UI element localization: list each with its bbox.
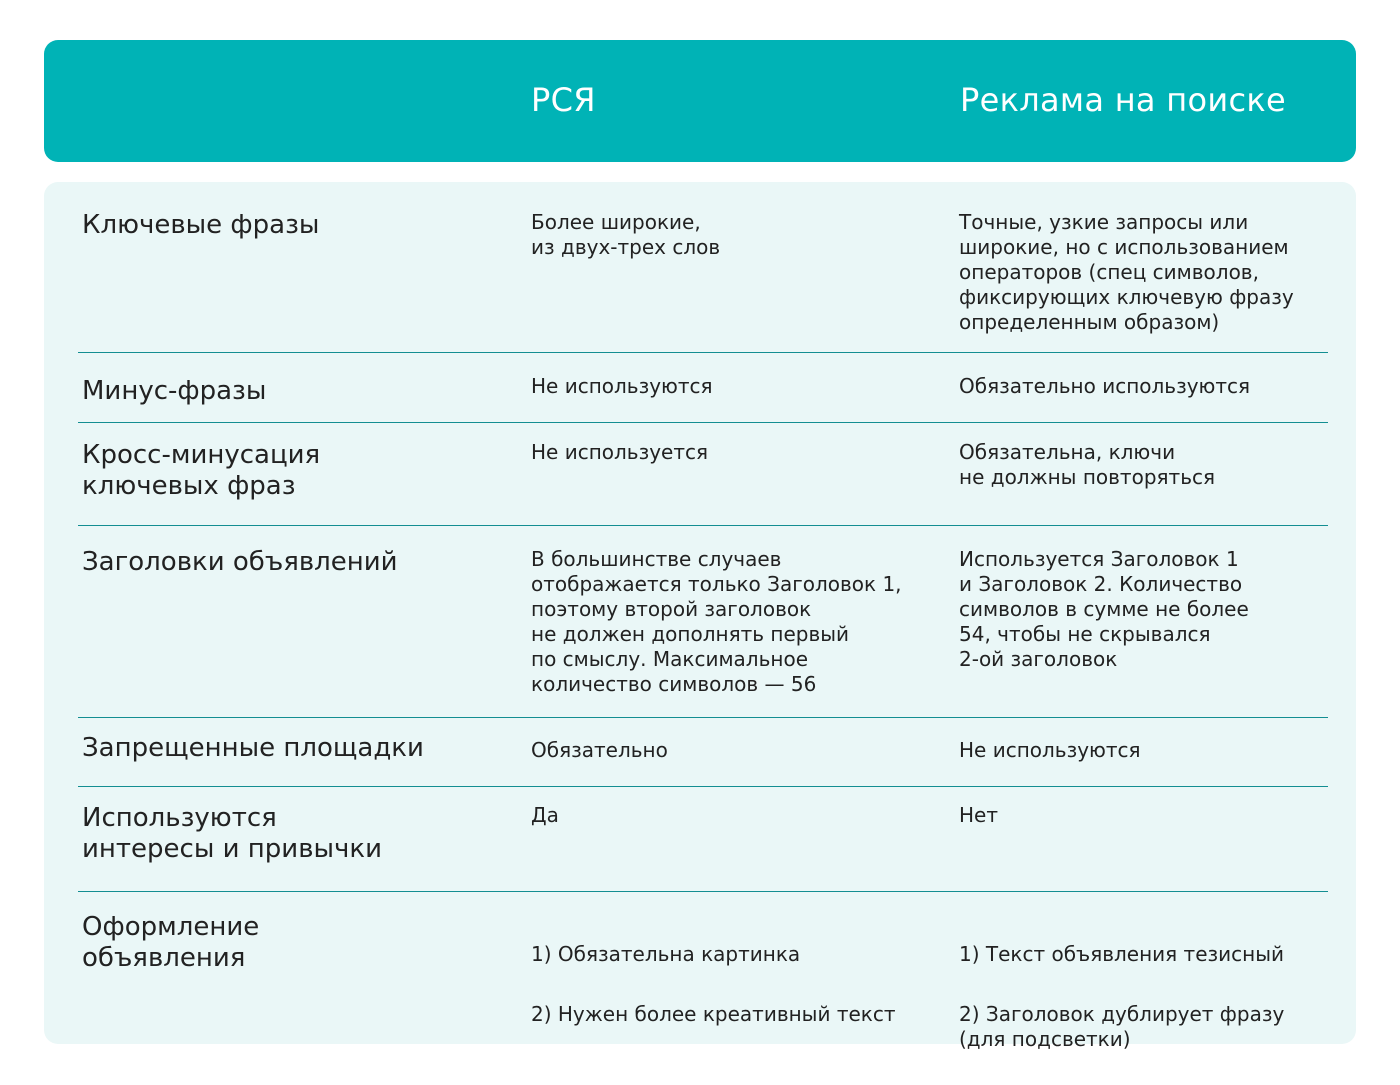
row-label-keywords: Ключевые фразы [82,210,320,240]
cell-interests-rsya: Да [531,803,559,827]
cell-minus-phrases-search: Обязательно используются [959,374,1251,398]
cell-interests-search: Нет [959,803,998,827]
row-divider [78,525,1328,526]
list-item: 2) Заголовок дублирует фразу (для подсветки) [959,1002,1285,1051]
row-label-interests: Используются интересы и привычки [82,803,383,864]
cell-cross-minus-search: Обязательна, ключи не должны повторяться [959,440,1216,489]
row-label-cross-minus: Кросс-минусация ключевых фраз [82,440,321,501]
cell-ad-design-rsya [531,917,931,1052]
row-label-ad-headlines: Заголовки объявлений [82,547,398,577]
cell-keywords-search: Точные, узкие запросы или широкие, но с использованием операторов (спец символов, фиксирующих ключевую фразу определенным образом) [959,210,1294,334]
row-divider [78,786,1328,787]
cell-keywords-rsya: Более широкие, из двух-трех слов [531,210,721,259]
row-divider [78,422,1328,423]
table-body [44,182,1356,1051]
cell-ad-headlines-search: Используется Заголовок 1 и Заголовок 2. Количество символов в сумме не более 54, чтобы не скрывался 2-ой заголовок [959,547,1249,671]
header-col-search: Реклама на поиске [960,81,1287,119]
list-item: 1) Текст объявления тезисный [959,942,1285,966]
list-item: 2) Нужен более креативный текст [531,1002,896,1026]
row-divider [78,717,1328,718]
row-divider [78,891,1328,892]
header-col-rsya: РСЯ [531,81,596,119]
table-header [44,40,1356,162]
cell-ad-design-search [959,917,1339,1077]
list-item: 1) Обязательна картинка [531,942,801,966]
cell-ad-headlines-rsya: В большинстве случаев отображается только Заголовок 1, поэтому второй заголовок не должен дополнять первый по смыслу. Максимальное количество символов — 56 [531,547,902,696]
cell-minus-phrases-rsya: Не используются [531,374,713,398]
row-label-blocked-sites: Запрещенные площадки [82,733,424,763]
cell-cross-minus-rsya: Не используется [531,440,709,464]
cell-blocked-sites-search: Не используются [959,738,1141,762]
row-label-minus-phrases: Минус-фразы [82,376,267,406]
row-label-ad-design: Оформление объявления [82,912,260,973]
cell-blocked-sites-rsya: Обязательно [531,738,668,762]
row-divider [78,352,1328,353]
